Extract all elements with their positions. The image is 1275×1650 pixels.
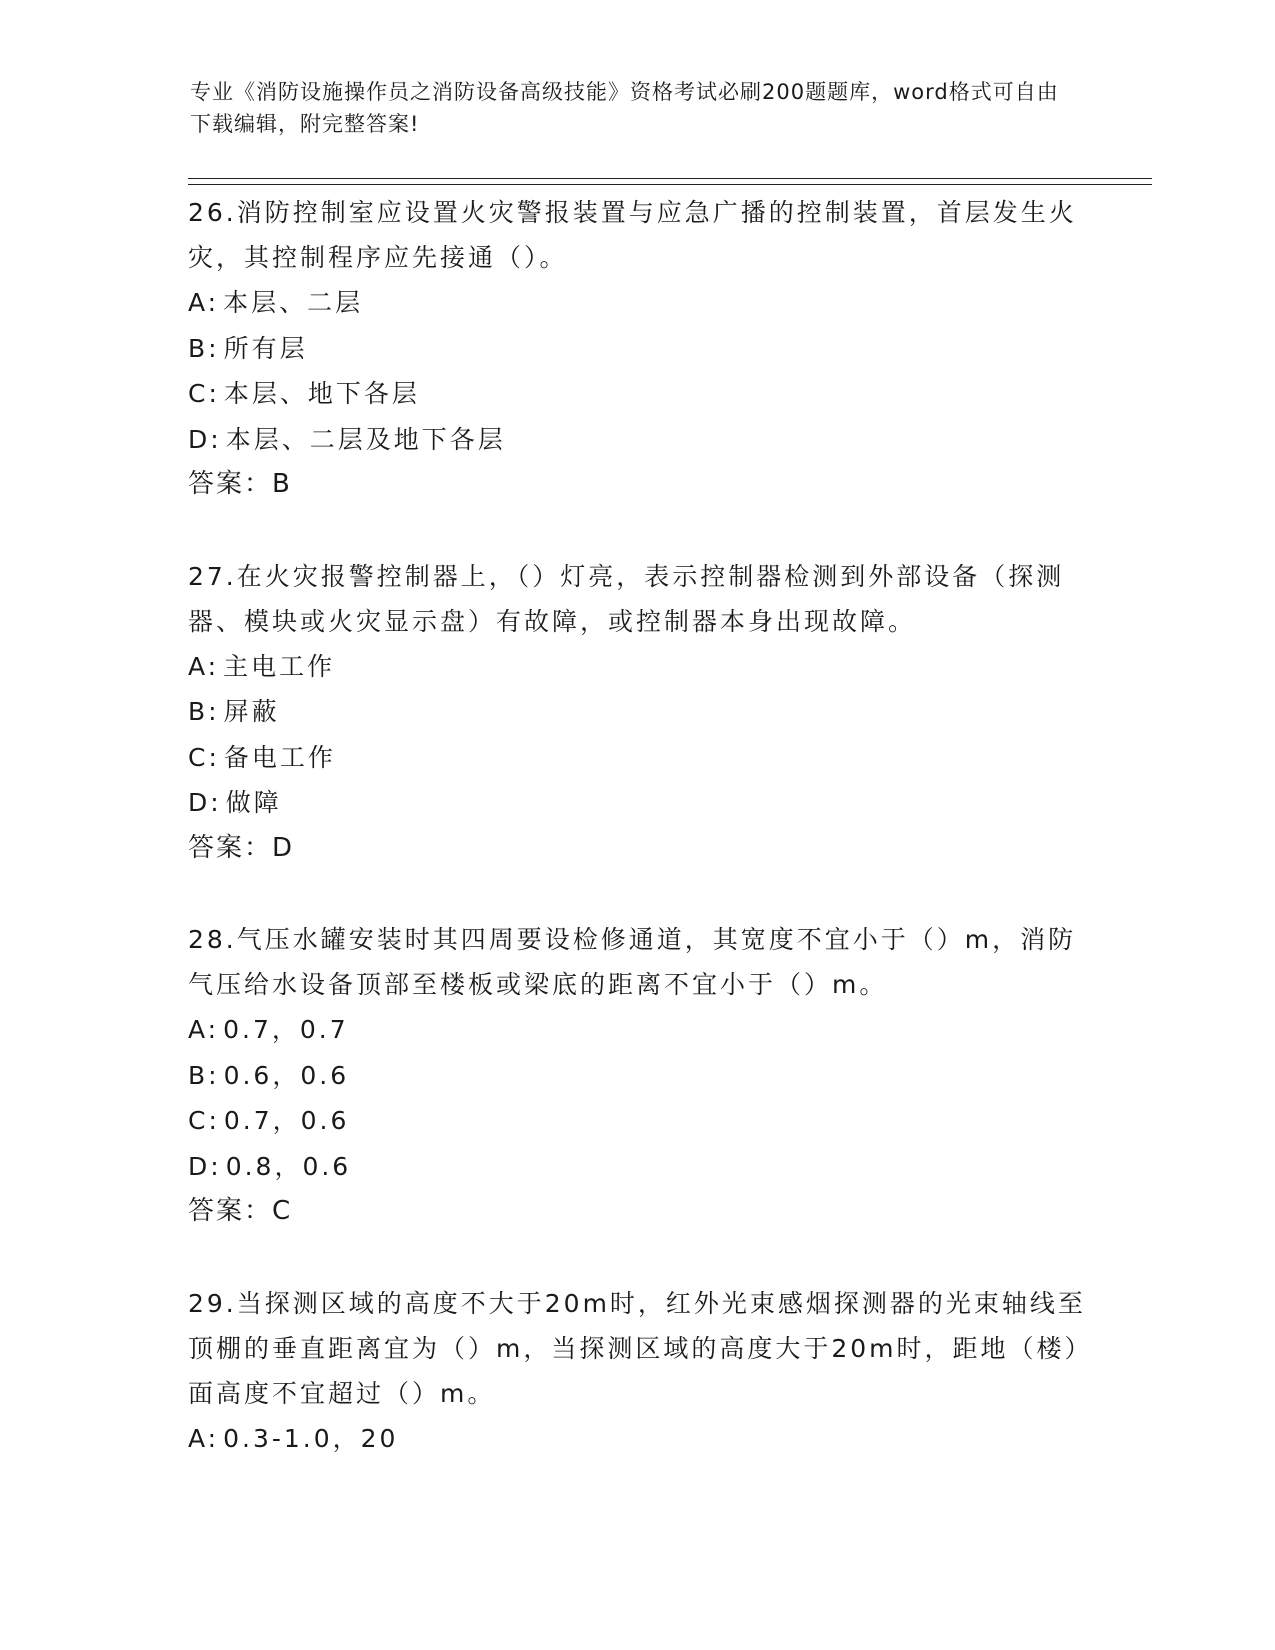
option-c: [188, 735, 1088, 781]
question-27: [188, 554, 1088, 872]
option-label: B:: [188, 1060, 220, 1090]
option-text: 屏蔽: [223, 697, 280, 726]
answer: 答案：C: [188, 1196, 293, 1226]
document-header: 专业《消防设施操作员之消防设备高级技能》资格考试必刷200题题库，word格式可自由下载编辑，附完整答案!: [190, 80, 1059, 136]
option-text: 所有层: [223, 333, 308, 363]
option-c: [188, 1098, 1088, 1144]
option-text: 主电工作: [223, 651, 336, 681]
option-text: 本层、二层及地下各层: [225, 424, 506, 454]
header-divider-bottom: [188, 184, 1152, 185]
option-label: D:: [188, 1151, 222, 1181]
option-b: [188, 1053, 1088, 1099]
option-text: 本层、地下各层: [223, 379, 420, 408]
question-text: 26.消防控制室应设置火灾警报装置与应急广播的控制装置，首层发生火灾，其控制程序应先接通（）。: [188, 198, 1077, 272]
option-a: [188, 280, 1088, 326]
option-label: A:: [188, 651, 220, 681]
option-label: B:: [188, 333, 220, 363]
option-label: A:: [188, 1015, 220, 1044]
option-a: [188, 644, 1088, 690]
option-a: [188, 1007, 1088, 1053]
option-label: C:: [188, 742, 220, 772]
option-a: [188, 1416, 1088, 1462]
option-d: [188, 780, 1088, 826]
option-label: A:: [188, 1423, 220, 1453]
answer: 答案：B: [188, 469, 292, 499]
question-text: 28.气压水罐安装时其四周要设检修通道，其宽度不宜小于（）m，消防气压给水设备顶部至楼板或梁底的距离不宜小于（）m。: [188, 925, 1077, 999]
option-text: 0.8，0.6: [225, 1151, 352, 1181]
option-d: [188, 1144, 1088, 1190]
option-text: 本层、二层: [223, 288, 364, 317]
option-d: [188, 417, 1088, 463]
option-label: C:: [188, 1106, 220, 1135]
question-text: 29.当探测区域的高度不大于20m时，红外光束感烟探测器的光束轴线至顶棚的垂直距离宜为（）m，当探测区域的高度大于20m时，距地（楼）面高度不宜超过（）m。: [188, 1288, 1086, 1408]
option-text: 0.7，0.7: [223, 1015, 349, 1044]
question-spacer: [188, 508, 1088, 554]
question-28: [188, 917, 1088, 1235]
option-label: A:: [188, 288, 220, 317]
question-29: [188, 1281, 1088, 1462]
question-text: 27.在火灾报警控制器上，（）灯亮，表示控制器检测到外部设备（探测器、模块或火灾显示盘）有故障，或控制器本身出现故障。: [188, 561, 1065, 636]
option-label: D:: [188, 788, 222, 817]
option-text: 做障: [225, 788, 282, 817]
option-text: 0.6，0.6: [223, 1060, 350, 1090]
question-spacer: [188, 1235, 1088, 1281]
answer: 答案：D: [188, 832, 295, 863]
option-text: 0.7，0.6: [223, 1106, 350, 1135]
option-label: B:: [188, 697, 220, 726]
option-b: [188, 326, 1088, 372]
option-label: D:: [188, 424, 222, 454]
option-c: [188, 371, 1088, 417]
header-divider-top: [188, 178, 1152, 179]
option-label: C:: [188, 379, 220, 408]
question-list: [188, 190, 1088, 1461]
question-spacer: [188, 871, 1088, 917]
option-text: 备电工作: [223, 742, 336, 772]
option-text: 0.3-1.0，20: [223, 1423, 399, 1453]
question-26: [188, 190, 1088, 508]
option-b: [188, 689, 1088, 735]
